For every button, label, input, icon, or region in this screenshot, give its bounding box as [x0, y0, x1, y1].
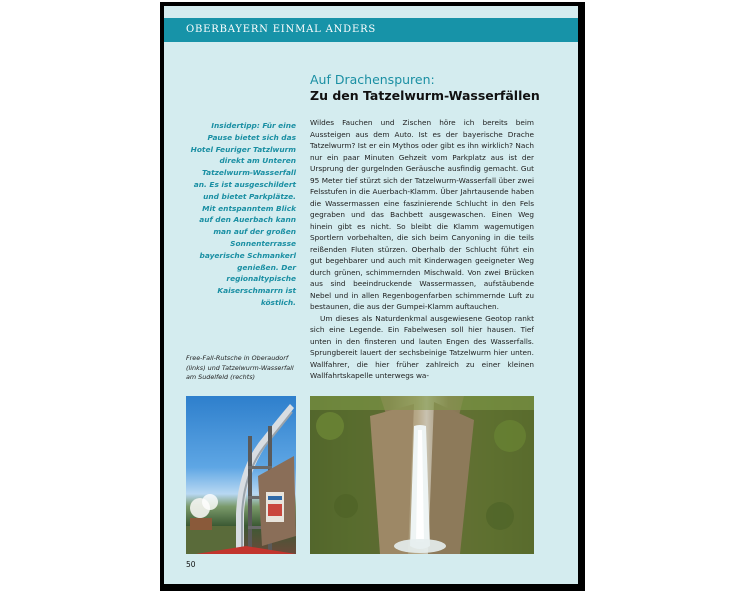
waterfall-illustration: [310, 396, 534, 554]
body-paragraph: Wildes Fauchen und Zischen höre ich bereits beim Aussteigen aus dem Auto. Ist es der bayerische Drache Tatzelwurm? Ist er ein Mythos oder gibt es ihn wirklich? Nach nur ein paar Minuten Gehzeit vom Parkplatz aus ist der Ursprung der gurgelnden Geräusche ausfindig gemacht. Gut 95 Meter tief stürzt sich der Tatzelwurm-Wasserfall über zwei Felsstufen in die Auerbach-Klamm. Über Jahrtausende haben die Wassermassen eine faszinierende Schlucht in den Fels gegraben und das Bachbett ausgewaschen. Einen Weg hinein gibt es nicht. So bleibt die Klamm wagemutigen Sportlern vorbehalten, die sich beim Canyoning in die teils reißenden Fluten stürzen. Oberhalb der Schlucht führt ein gut begehbarer und auch mit Kinderwagen geeigneter Weg durch grünen, schimmernden Mischwald. Von zwei Brücken aus sind beeindruckende Wassermassen, aufstäubende Nebel und in allen Regenbogenfarben schimmernde Luft zu bestaunen, die aus der Gumpei-Klamm auftauchen.: [310, 118, 534, 311]
book-page: [164, 6, 578, 584]
running-header-title: OBERBAYERN EINMAL ANDERS: [186, 24, 377, 35]
article-title: Zu den Tatzelwurm-Wasserfällen: [310, 88, 540, 103]
page-number: 50: [186, 560, 196, 569]
insider-tip: Insidertipp: Für eine Pause bietet sich das Hotel Feuriger Tatzlwurm direkt am Unteren Tatzelwurm-Wasserfall an. Es ist ausgeschildert und bietet Parkplätze. Mit entspanntem Blick auf den Auerbach kann man auf der großen Sonnenterrasse bayerische Schmankerl genießen. Der regionaltypische Kaiserschmarrn ist köstlich.: [190, 121, 296, 307]
free-fall-slide-photo: [186, 396, 296, 554]
tatzelwurm-waterfall-photo: [310, 396, 534, 554]
article-kicker: Auf Drachenspuren:: [310, 72, 435, 87]
free-fall-slide-illustration: [186, 396, 296, 554]
article-body: [310, 117, 534, 382]
photo-caption: Free-Fall-Rutsche in Oberaudorf (links) und Tatzelwurm-Wasserfall am Sudelfeld (rechts): [186, 354, 294, 381]
body-paragraph: Um dieses als Naturdenkmal ausgewiesene Geotop rankt sich eine Legende. Ein Fabelwesen soll hier hausen. Tief unten in den finsteren und lauten Engen des Wasserfalls. Sprungbereit lauert der sechsbeinige Tatzelwurm hier unten. Wallfahrer, die hier früher zahlreich zu einer kleinen Wallfahrtskapelle unterwegs wa-: [310, 313, 534, 380]
running-header: [164, 18, 578, 42]
